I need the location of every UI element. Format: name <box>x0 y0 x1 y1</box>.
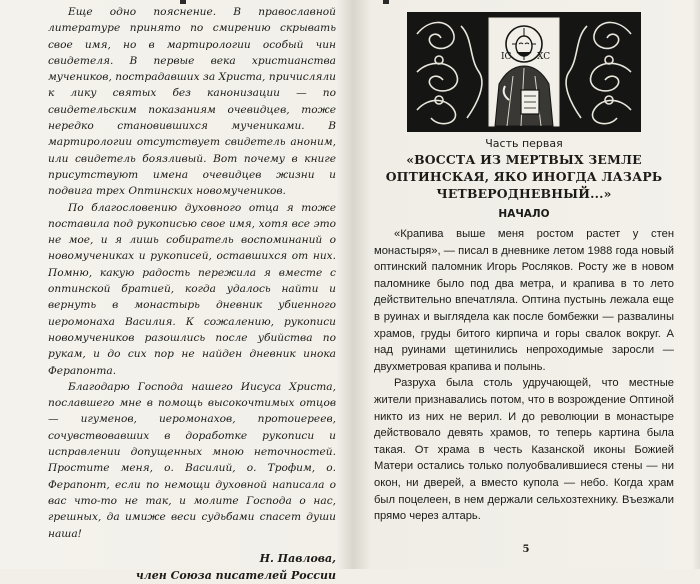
title-line-1: «ВОССТА ИЗ МЕРТВЫХ ЗЕМЛЕ <box>406 152 642 167</box>
author-name: Н. Павлова, <box>259 551 336 565</box>
section-heading: НАЧАЛО <box>498 208 550 220</box>
page-number: 5 <box>522 544 530 555</box>
left-paragraph-3: Благодарю Господа нашего Иисуса Христа, пославшего мне в помощь высокочтимых отцов — игуменов, иеромонахов, протоиереев, сочувствовавших в доработке рукописи и исправлении допущенных мною неточностей. Простите меня, о. Василий, о. Трофим, о. Ферапонт, если по немощи духовной написала о вас что-то не так, и молите Господа о нас, грешных, да имиже веси судьбами спасет души наша! <box>48 380 336 540</box>
christ-icon-ornament <box>407 12 641 132</box>
icon-letters-ic: IC <box>501 52 512 62</box>
chapter-label: Часть первая <box>485 137 563 150</box>
author-title: член Союза писателей России <box>135 568 336 582</box>
right-paragraph-2: Разруха была столь удручающей, что местные жители признавались потом, что в возрождение Оптиной никто из них не верил. И до революции в монастыре действовало девять храмов, то теперь картина была такая. От храма в честь Казанской иконы Божией Матери остались только полуобвалившиеся стены — ни окон, ни дверей, а вместо купола — небо. Когда храм был поцелеен, в нем держали сельхозтехнику. Въезжали прямо через алтарь. <box>374 377 674 523</box>
ornament-icon <box>409 14 639 130</box>
title-line-2: ОПТИНСКАЯ, ЯКО ИНОГДА ЛАЗАРЬ <box>385 169 663 184</box>
title-line-3: ЧЕТВЕРОДНЕВНЫЙ...» <box>436 186 612 201</box>
right-paragraph-1: «Крапива выше меня ростом растет у стен монастыря», — писал в дневнике летом 1988 года новый оптинский паломник Игорь Росляков. Росту же в новом паломнике было под два метра, и крапива в то лето действительно впечатляла. Оптина пустынь лежала еще в руинах и выглядела как после бомбежки — развалины храмов, груды битого кирпича и горы свалок вокруг. А над руинами щетинились непроходимые заросли — двухметровая крапива и полынь. <box>374 228 674 373</box>
right-page <box>352 0 700 569</box>
left-paragraph-1: Еще одно пояснение. В православной литературе принято по смирению скрывать свое имя, но в мартирологии особый чин свидетеля. В первые века христианства мучеников, пострадавших за Христа, причисляли к лику святых без канонизации — по свидетельским показаниям очевидцев, тоже нередко становившихся мучениками. В мартирологии отсутствует свидетель аноним, или свидетель боязливый. Вот почему в книге присутствуют имена очевидцев жизни и подвига трех Оптинских новомучеников. <box>48 6 336 198</box>
signature-block <box>48 550 336 584</box>
left-paragraph-2: По благословению духовного отца я тоже поставила под рукописью свое имя, хотя все это не мое, и я лишь собиратель воспоминаний о новомучениках и рукописей, оставшихся от них. Помню, какую радость пережила я вместе с оптинской братией, когда удалось найти и вернуть в монастырь дневник убиенного иеромонаха Василия. К сожалению, рукописи новомучеников разошлись после убийства по рукам, и до сих пор не найден дневник инока Ферапонта. <box>48 201 336 377</box>
left-page <box>0 0 350 582</box>
icon-letters-xc: XC <box>537 52 551 62</box>
page-edge-shadow <box>692 0 700 569</box>
